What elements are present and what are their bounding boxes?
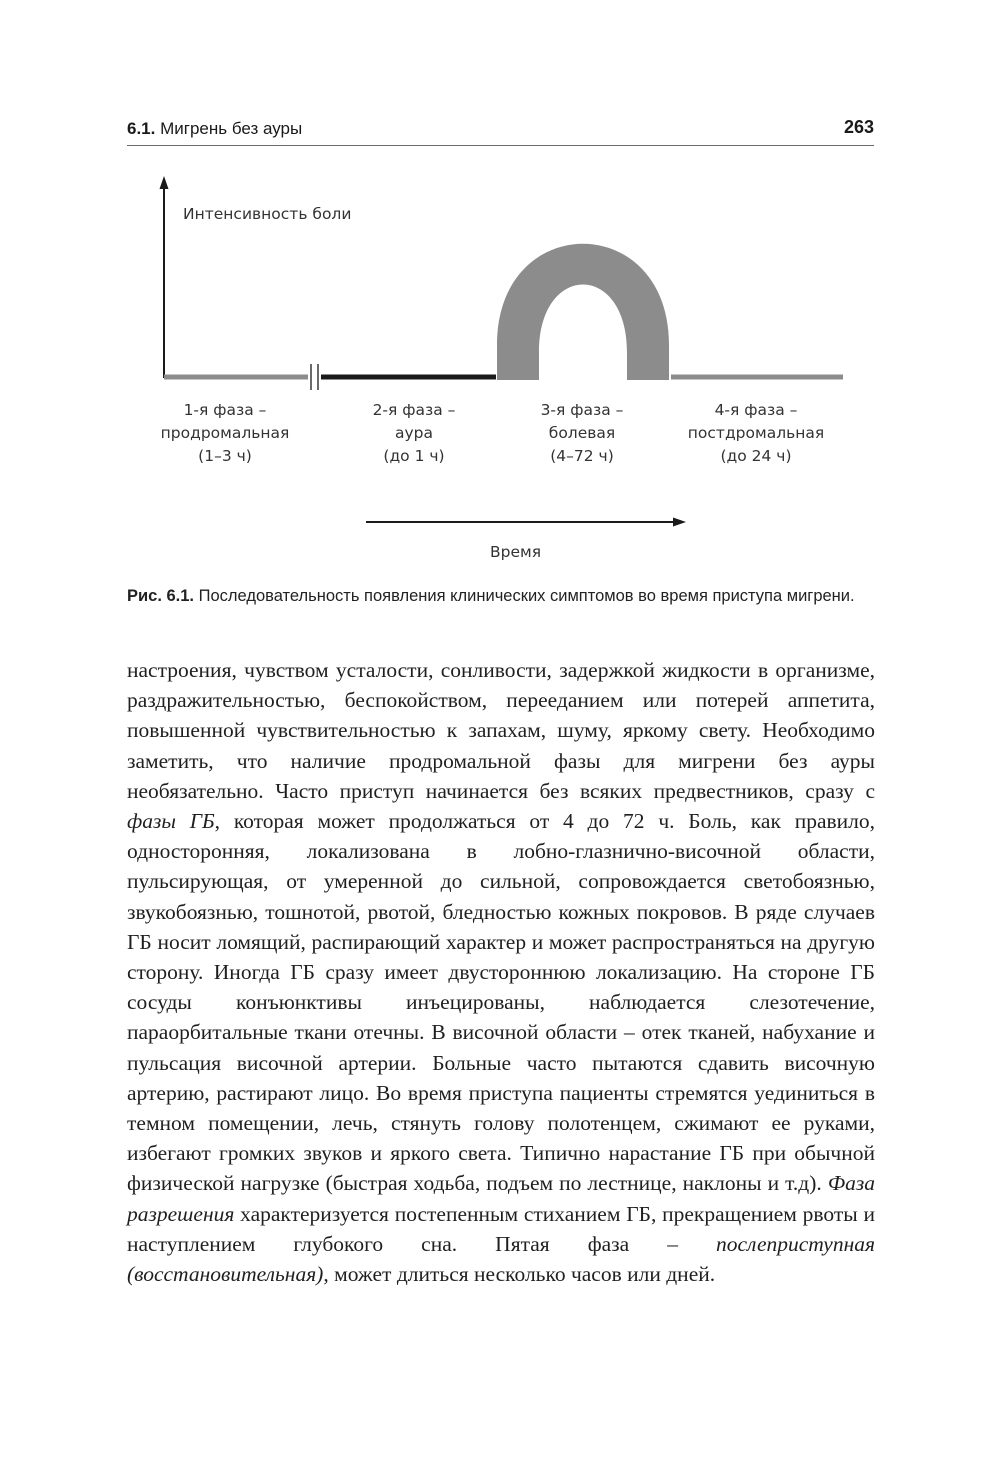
page-number: 263 xyxy=(843,117,874,137)
body-text xyxy=(127,655,875,1289)
phase-name: болевая xyxy=(548,424,616,442)
italic-term: послеприступная (восстановительная) xyxy=(127,1231,875,1287)
section-number: 6.1. xyxy=(127,119,156,138)
paragraph xyxy=(127,655,875,1289)
phase-label-3 xyxy=(492,399,672,468)
text-run: , которая может продолжаться от 4 до 72 ч. Боль, как правило, односторонняя, локализована в лобно-глазнично-височной области, пульсирующая, от умеренной до сильной, сопровождается светобоязнью, звукобоязнью, тошнотой, рвотой, бледностью кожных покровов. В ряде случаев ГБ носит ломящий, распирающий характер и может распространяться на другую сторону. Иногда ГБ сразу имеет двустороннюю локализацию. На стороне ГБ сосуды конъюнктивы инъецированы, наблюдается слезотечение, параорбитальные ткани отечны. В височной области – отек тканей, набухание и пульсация височной артерии. Больные часто пытаются сдавить височную артерию, растирают лицо. Во время приступа пациенты стремятся уединиться в темном помещении, лечь, стянуть голову полотенцем, сжимают ее руками, избегают громких звуков и яркого света. Типично нарастание ГБ при обычной физической нагрузке (быстрая ходьба, подъем по лестнице, наклоны и т.д). xyxy=(127,809,876,1196)
y-axis-label: Интенсивность боли xyxy=(183,205,352,223)
figure-caption xyxy=(127,585,877,607)
phase-title: 3-я фаза – xyxy=(540,401,624,419)
section-title: Мигрень без ауры xyxy=(160,119,303,138)
time-axis-label: Время xyxy=(490,543,542,561)
pain-phase-arch xyxy=(497,244,669,380)
phase-label-4 xyxy=(666,399,846,468)
phase-name: постдромальная xyxy=(687,424,825,442)
y-axis-arrow xyxy=(160,176,169,189)
phase-duration: (до 1 ч) xyxy=(383,447,445,465)
text-run: , может длиться несколько часов или дней. xyxy=(323,1262,716,1287)
phase-name: продромальная xyxy=(160,424,290,442)
phase-name: аура xyxy=(394,424,433,442)
italic-term: Фаза разрешения xyxy=(127,1171,875,1226)
italic-term: фазы ГБ xyxy=(127,809,215,834)
phase-duration: (до 24 ч) xyxy=(720,447,792,465)
phase-duration: (1–3 ч) xyxy=(198,447,252,465)
caption-label: Рис. 6.1. xyxy=(127,587,195,605)
time-axis-arrow xyxy=(673,518,686,527)
phase-title: 4-я фаза – xyxy=(714,401,798,419)
phase-label-2 xyxy=(324,399,504,468)
text-run: характеризуется постепенным стиханием ГБ, прекращением рвоты и наступлением глубокого сна. Пятая фаза – xyxy=(127,1201,875,1256)
phase-duration: (4–72 ч) xyxy=(550,447,614,465)
migraine-phase-figure xyxy=(0,0,1000,640)
phase-title: 2-я фаза – xyxy=(372,401,456,419)
phase-label-1 xyxy=(135,399,315,468)
text-run: настроения, чувством усталости, сонливости, задержкой жидкости в организме, раздражительностью, беспокойством, перееданием или потерей аппетита, повышенной чувствительностью к запахам, шуму, яркому свету. Необходимо заметить, что наличие продромальной фазы для мигрени без ауры необязательно. Часто приступ начинается без всяких предвестников, сразу с xyxy=(127,658,875,803)
caption-text: Последовательность появления клинических симптомов во время приступа мигрени. xyxy=(198,587,855,605)
phase-title: 1-я фаза – xyxy=(183,401,267,419)
